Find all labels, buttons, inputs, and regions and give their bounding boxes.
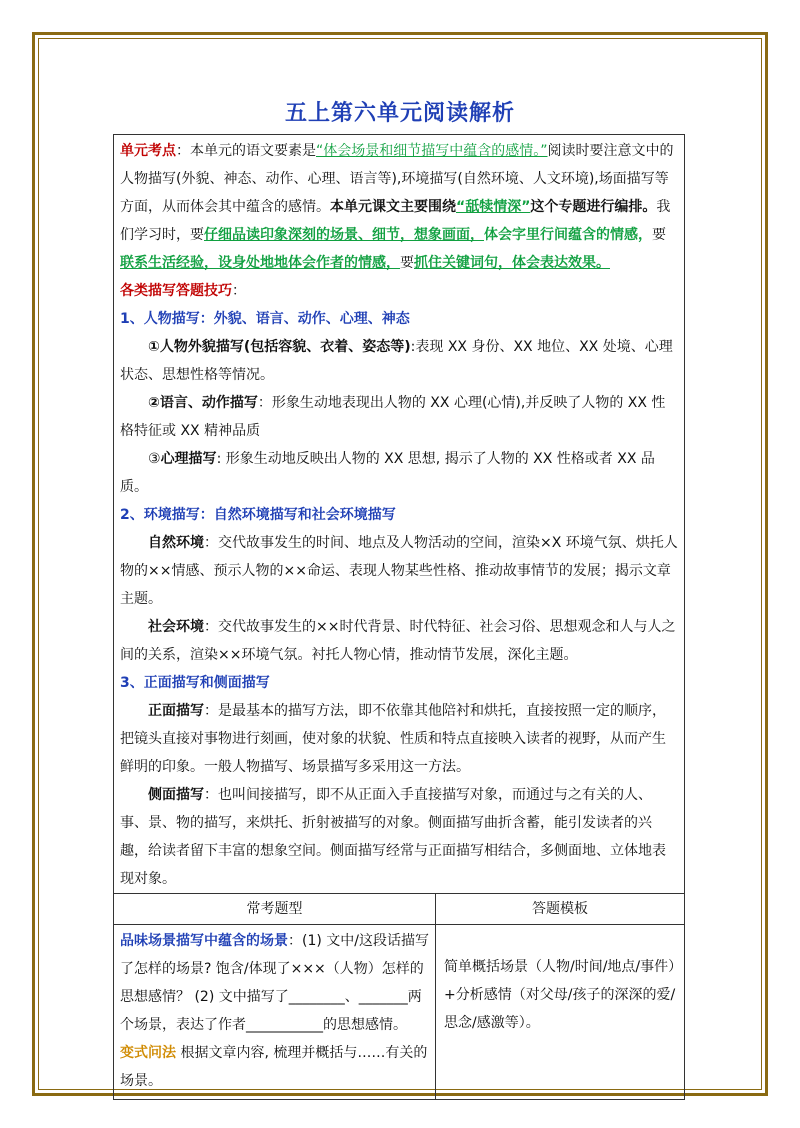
speech-action-label: ②语言、动作描写 (148, 395, 258, 411)
natural-env-paragraph (120, 529, 678, 613)
unit-intro-paragraph (120, 137, 678, 277)
question-type-cell (114, 925, 436, 1099)
appearance-label: ①人物外貌描写(包括容貌、衣着、姿态等) (148, 339, 411, 355)
speech-action-text: ：形象生动地表现出人物的 XX 心理(心情),并反映了人物的 XX 性格特征或 XX 精神品质 (120, 395, 666, 439)
intro-text: 要 (400, 255, 414, 271)
table-row (114, 924, 684, 1099)
column-header-question-type: 常考题型 (114, 894, 436, 924)
table-header-row (114, 893, 684, 924)
indirect-desc-label: 侧面描写 (148, 787, 204, 803)
page-title: 五上第六单元阅读解析 (284, 101, 515, 126)
appearance-paragraph (120, 333, 678, 389)
variant-text: 根据文章内容, 梳理并概括与……有关的场景。 (120, 1045, 428, 1089)
unit-theme: “舐犊情深” (456, 199, 531, 215)
psychology-paragraph (120, 445, 678, 501)
intro-text: 要 (652, 227, 666, 243)
intro-text: ：本单元的语文要素是 (176, 143, 316, 159)
natural-env-label: 自然环境 (148, 535, 204, 551)
tip-text: 抓住关键词句，体会表达效果。 (414, 255, 610, 271)
speech-action-paragraph (120, 389, 678, 445)
techniques-heading (120, 277, 678, 305)
column-header-answer-template: 答题模板 (532, 901, 588, 917)
intro-text: 我们学习时，要 (120, 199, 671, 243)
colon-text: ： (232, 283, 246, 299)
unit-label: 单元考点 (120, 143, 176, 159)
techniques-label: 各类描写答题技巧 (120, 283, 232, 299)
direct-desc-paragraph (120, 697, 678, 781)
answer-template-cell: 简单概括场景（人物/时间/地点/事件）+分析感情（对父母/孩子的深深的爱/思念/感激等）。 (444, 959, 676, 1031)
social-env-label: 社会环境 (148, 619, 204, 635)
variant-label: 变式问法 (120, 1045, 176, 1061)
question-label: 品味场景描写中蕴含的场景 (120, 933, 288, 949)
unit-goal: “体会场景和细节描写中蕴含的感情。” (316, 143, 548, 159)
direct-desc-text: ：是最基本的描写方法，即不依靠其他陪衬和烘托，直接按照一定的顺序，把镜头直接对事物进行刻画，使对象的状貌、性质和特点直接映入读者的视野，从而产生鲜明的印象。一般人物描写、场景描写多采用这一方法。 (120, 703, 666, 775)
tip-text: 仔细品读印象深刻的场景、细节，想象画面， (204, 227, 484, 243)
content-table (113, 134, 685, 1100)
indirect-desc-text: ：也叫间接描写，即不从正面入手直接描写对象，而通过与之有关的人、事、景、物的描写，来烘托、折射被描写的对象。侧面描写曲折含蓄，能引发读者的兴趣，给读者留下丰富的想象空间。侧面描写经常与正面描写相结合，多侧面地、立体地表现对象。 (120, 787, 666, 887)
summary-cell (114, 135, 684, 893)
tip-text: 联系生活经验，设身处地地体会作者的情感， (120, 255, 400, 271)
intro-text: 这个专题进行编排。 (530, 199, 657, 215)
appearance-text: :表现 XX 身份、XX 地位、XX 处境、心理状态、思想性格等情况。 (120, 339, 673, 383)
psychology-label: 心理描写 (160, 451, 217, 467)
indirect-desc-paragraph (120, 781, 678, 893)
natural-env-text: ：交代故事发生的时间、地点及人物活动的空间，渲染×X 环境气氛、烘托人物的××情感、预示人物的××命运、表现人物某些性格、推动故事情节的发展；揭示文章主题。 (120, 535, 678, 607)
section-3-heading: 3、正面描写和侧面描写 (120, 675, 270, 691)
psychology-number: ③ (148, 451, 161, 467)
section-1-heading: 1、人物描写：外貌、语言、动作、心理、神态 (120, 311, 410, 327)
section-2-heading: 2、环境描写：自然环境描写和社会环境描写 (120, 507, 396, 523)
social-env-paragraph (120, 613, 678, 669)
psychology-text: : 形象生动地反映出人物的 XX 思想, 揭示了人物的 XX 性格或者 XX 品质。 (120, 451, 655, 495)
intro-text: 本单元课文主要围绕 (330, 199, 456, 215)
tip-text: 体会字里行间蕴含的情感， (484, 227, 652, 243)
direct-desc-label: 正面描写 (148, 703, 204, 719)
question-text: ：(1) 文中/这段话描写了怎样的场景? 饱含/体现了×××（人物）怎样的思想感情？ (2) 文中描写了________、_______两个场景，表达了作者___________的思想感情。 (120, 933, 429, 1033)
social-env-text: ：交代故事发生的××时代背景、时代特征、社会习俗、思想观念和人与人之间的关系，渲染××环境气氛。衬托人物心情，推动情节发展，深化主题。 (120, 619, 676, 663)
intro-text: 阅读时要注意文中的人物描写(外貌、神态、动作、心理、语言等),环境描写(自然环境、人文环境),场面描写等方面，从而体会其中蕴含的感情。 (120, 143, 674, 215)
